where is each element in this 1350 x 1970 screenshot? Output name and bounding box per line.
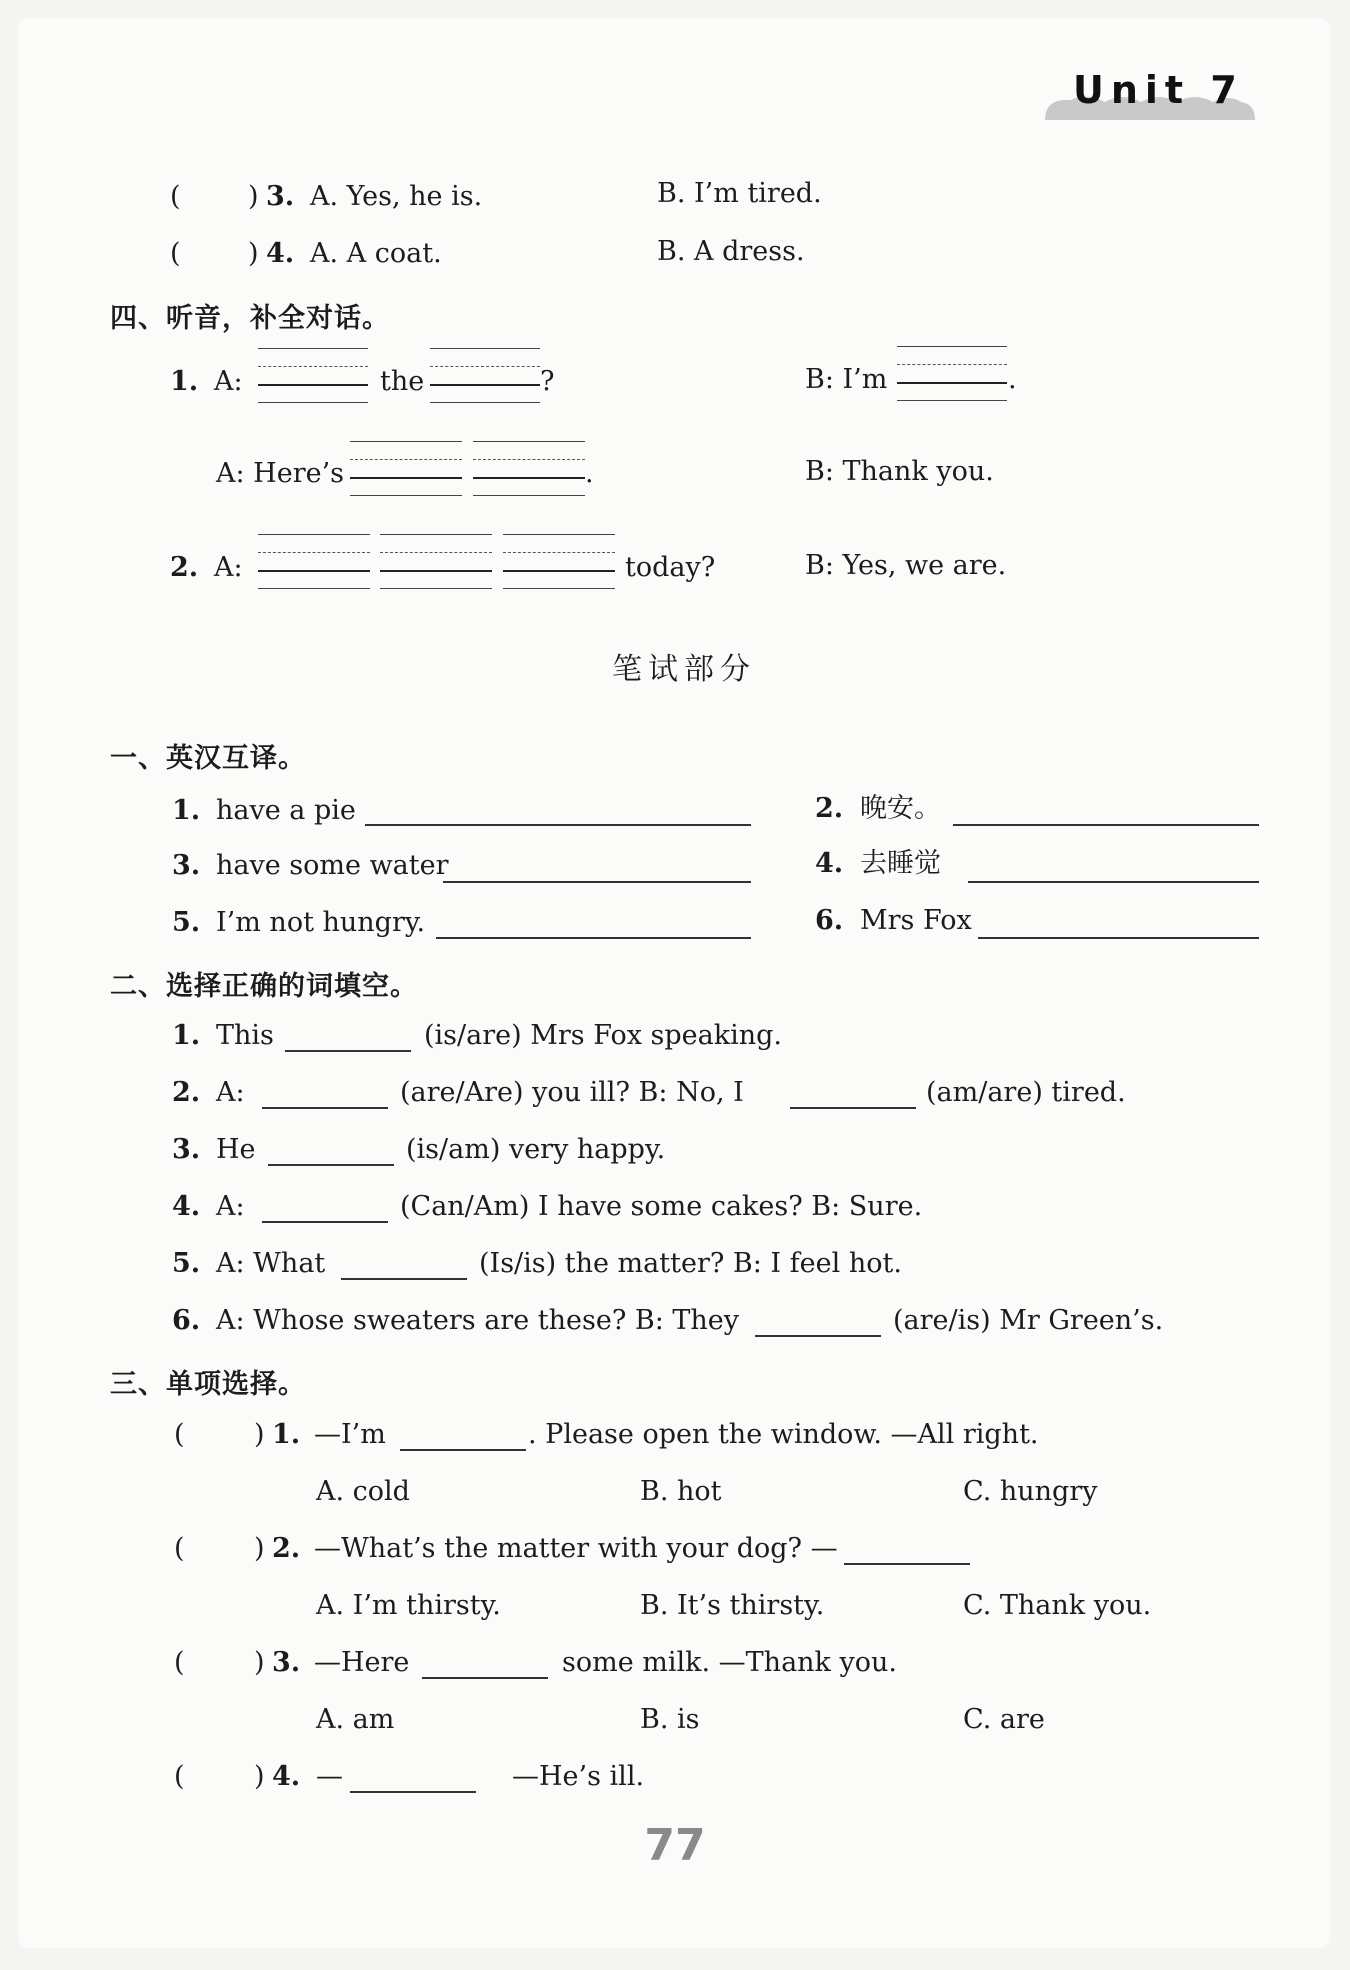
- paren-close: ): [254, 1647, 265, 1678]
- option-c: C. Thank you.: [963, 1590, 1152, 1621]
- dialogue-text: .: [585, 458, 594, 489]
- dialogue-text: B: I’m: [805, 364, 888, 395]
- item-number: 3.: [172, 850, 201, 881]
- paren-close: ): [248, 181, 259, 212]
- item-text: A: What: [216, 1248, 326, 1279]
- answer-line[interactable]: [262, 1195, 388, 1223]
- option-c: C. are: [963, 1704, 1045, 1735]
- answer-line[interactable]: [365, 798, 751, 826]
- answer-line[interactable]: [978, 911, 1259, 939]
- option-a: A. A coat.: [310, 238, 442, 269]
- answer-line[interactable]: [285, 1024, 411, 1052]
- paren-open: (: [174, 1419, 185, 1450]
- section-title: 一、英汉互译。: [110, 743, 306, 774]
- item-text: A: Whose sweaters are these? B: They: [216, 1305, 740, 1336]
- option-b: B. hot: [640, 1476, 722, 1507]
- option-b: B. A dress.: [657, 236, 805, 267]
- answer-line[interactable]: [262, 1081, 388, 1109]
- writing-blank[interactable]: [473, 441, 585, 497]
- question-text: —I’m: [314, 1419, 386, 1450]
- dialogue-text: B: Yes, we are.: [805, 550, 1007, 581]
- unit-title: Unit 7: [1073, 68, 1244, 112]
- option-a: A. I’m thirsty.: [316, 1590, 501, 1621]
- question-number: 2.: [170, 552, 199, 583]
- item-number: 1.: [172, 795, 201, 826]
- answer-line[interactable]: [422, 1651, 548, 1679]
- item-text: He: [216, 1134, 256, 1165]
- paren-open: (: [174, 1533, 185, 1564]
- answer-line[interactable]: [443, 855, 751, 883]
- item-text: 去睡觉: [860, 848, 941, 879]
- item-number: 4.: [172, 1191, 201, 1222]
- paren-close: ): [254, 1533, 265, 1564]
- dialogue-text: B: Thank you.: [805, 456, 994, 487]
- writing-blank[interactable]: [430, 348, 540, 404]
- question-number: 4.: [266, 238, 295, 269]
- paren-open: (: [170, 181, 181, 212]
- item-text: (is/are) Mrs Fox speaking.: [424, 1020, 783, 1051]
- answer-line[interactable]: [436, 911, 751, 939]
- dialogue-text: today?: [625, 552, 716, 583]
- dialogue-text: A: Here’s: [216, 458, 345, 489]
- writing-blank[interactable]: [380, 534, 492, 590]
- question-number: 1.: [170, 366, 199, 397]
- item-text: (am/are) tired.: [926, 1077, 1126, 1108]
- answer-line[interactable]: [790, 1081, 916, 1109]
- item-text: (Can/Am) I have some cakes? B: Sure.: [400, 1191, 923, 1222]
- dialogue-text: .: [1008, 364, 1017, 395]
- answer-line[interactable]: [844, 1537, 970, 1565]
- item-number: 3.: [172, 1134, 201, 1165]
- option-c: C. hungry: [963, 1476, 1098, 1507]
- item-number: 5.: [172, 907, 201, 938]
- question-number: 3.: [272, 1647, 301, 1678]
- question-number: 1.: [272, 1419, 301, 1450]
- answer-line[interactable]: [755, 1309, 881, 1337]
- question-number: 2.: [272, 1533, 301, 1564]
- item-text: (are/is) Mr Green’s.: [893, 1305, 1164, 1336]
- option-a: A. Yes, he is.: [310, 181, 483, 212]
- item-text: (are/Are) you ill? B: No, I: [400, 1077, 744, 1108]
- option-a: A. am: [316, 1704, 395, 1735]
- item-text: (Is/is) the matter? B: I feel hot.: [479, 1248, 902, 1279]
- section-title: 三、单项选择。: [110, 1369, 306, 1400]
- speaker-label: A:: [214, 366, 243, 397]
- section-title: 二、选择正确的词填空。: [110, 971, 418, 1002]
- answer-line[interactable]: [350, 1765, 476, 1793]
- item-number: 2.: [172, 1077, 201, 1108]
- question-text: . Please open the window. —All right.: [528, 1419, 1039, 1450]
- paren-close: ): [248, 238, 259, 269]
- question-number: 3.: [266, 181, 295, 212]
- question-text: —He’s ill.: [512, 1761, 645, 1792]
- paren-close: ): [254, 1419, 265, 1450]
- speaker-label: A:: [214, 552, 243, 583]
- item-text: A:: [216, 1077, 245, 1108]
- option-b: B. is: [640, 1704, 700, 1735]
- item-text: A:: [216, 1191, 245, 1222]
- writing-blank[interactable]: [258, 348, 368, 404]
- question-text: —: [316, 1761, 343, 1792]
- answer-line[interactable]: [341, 1252, 467, 1280]
- dialogue-text: the: [380, 366, 425, 397]
- section-title: 四、听音，补全对话。: [110, 303, 390, 334]
- item-text: This: [216, 1020, 274, 1051]
- item-text: I’m not hungry.: [216, 907, 426, 938]
- item-number: 2.: [815, 793, 844, 824]
- item-text: 晚安。: [860, 793, 941, 824]
- answer-line[interactable]: [953, 798, 1259, 826]
- item-number: 6.: [172, 1305, 201, 1336]
- paren-open: (: [170, 238, 181, 269]
- item-text: Mrs Fox: [860, 905, 972, 936]
- item-text: have some water: [216, 850, 449, 881]
- writing-blank[interactable]: [503, 534, 615, 590]
- item-text: (is/am) very happy.: [406, 1134, 666, 1165]
- question-text: —Here: [314, 1647, 410, 1678]
- item-number: 5.: [172, 1248, 201, 1279]
- item-number: 4.: [815, 848, 844, 879]
- paren-close: ): [254, 1761, 265, 1792]
- question-text: some milk. —Thank you.: [562, 1647, 897, 1678]
- option-b: B. I’m tired.: [657, 178, 822, 209]
- answer-line[interactable]: [400, 1423, 526, 1451]
- item-number: 6.: [815, 905, 844, 936]
- writing-blank[interactable]: [350, 441, 462, 497]
- paren-open: (: [174, 1647, 185, 1678]
- writing-blank[interactable]: [258, 534, 370, 590]
- question-number: 4.: [272, 1761, 301, 1792]
- answer-line[interactable]: [268, 1138, 394, 1166]
- part-title: 笔试部分: [612, 652, 756, 687]
- answer-line[interactable]: [968, 855, 1259, 883]
- item-text: have a pie: [216, 795, 356, 826]
- page-number: 77: [644, 1820, 706, 1871]
- option-a: A. cold: [316, 1476, 410, 1507]
- dialogue-text: ?: [540, 366, 555, 397]
- unit-badge: [1045, 64, 1255, 124]
- writing-blank[interactable]: [897, 346, 1007, 402]
- question-text: —What’s the matter with your dog? —: [314, 1533, 838, 1564]
- paren-open: (: [174, 1761, 185, 1792]
- item-number: 1.: [172, 1020, 201, 1051]
- option-b: B. It’s thirsty.: [640, 1590, 825, 1621]
